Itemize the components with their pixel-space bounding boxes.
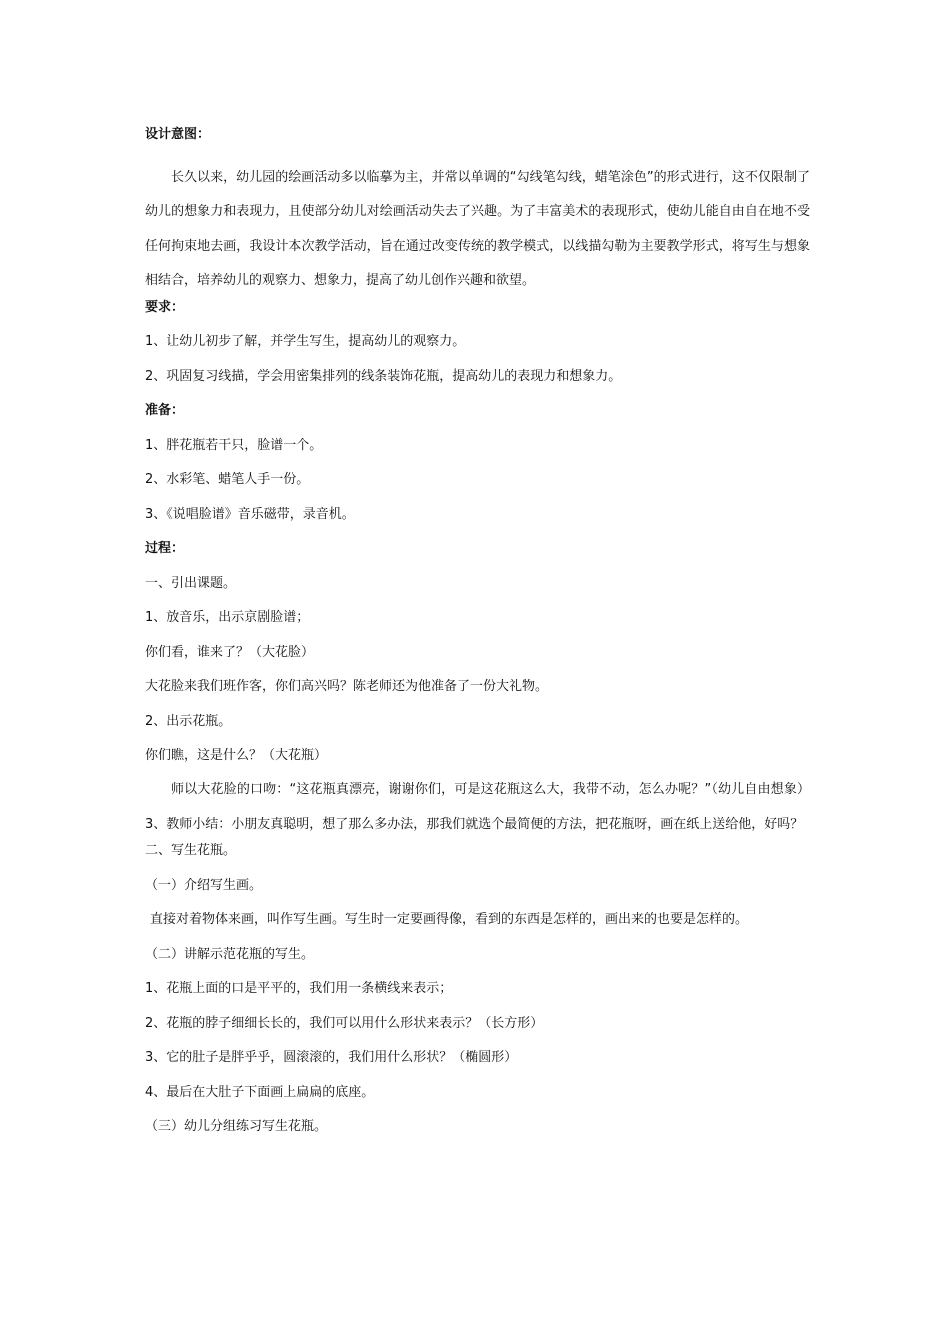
process-paragraph: 师以大花脸的口吻：“这花瓶真漂亮，谢谢你们，可是这花瓶这么大，我带不动，怎么办呢？”（幼儿自由想象）3、教师小结：小朋友真聪明，想了那么多办法，那我们就选个最简便的方法，把花瓶呀，画在纸上送给他，好吗？ — [145, 782, 810, 832]
subsection-2-title: （二）讲解示范花瓶的写生。 — [145, 946, 315, 962]
process-dialogue-2: 大花脸来我们班作客，你们高兴吗？陈老师还为他准备了一份大礼物。 — [145, 679, 549, 694]
drawing-step-4: 4、最后在大肚子下面画上扁扁的底座。 — [145, 1084, 375, 1100]
subsection-1-title: （一）介绍写生画。 — [145, 877, 263, 893]
process-section-1: 一、引出课题。 — [145, 575, 237, 591]
design-paragraph: 长久以来，幼儿园的绘画活动多以临摹为主，并常以单调的“勾线笔勾线，蜡笔涂色”的形式进行，这不仅限制了幼儿的想象力和表现力，且使部分幼儿对绘画活动失去了兴趣。为了丰富美术的表现形式，使幼儿能自由自在地不受任何拘束地去画，我设计本次教学活动，旨在通过改变传统的教学模式，以线描勾勒为主要教学形式，将写生与想象相结合，培养幼儿的观察力、想象力，提高了幼儿创作兴趣和欲望。 — [145, 169, 810, 288]
subsection-3-title: （三）幼儿分组练习写生花瓶。 — [145, 1119, 328, 1134]
requirement-item-2: 2、巩固复习线描，学会用密集排列的线条装饰花瓶，提高幼儿的表现力和想象力。 — [145, 368, 622, 384]
preparation-item-1: 1、胖花瓶若干只，脸谱一个。 — [145, 437, 323, 453]
process-dialogue-1: 你们看，谁来了？（大花脸） — [145, 644, 315, 660]
heading-preparation: 准备： — [145, 403, 185, 418]
heading-requirements: 要求： — [145, 299, 185, 315]
document-page — [145, 126, 810, 1135]
process-section-2: 二、写生花瓶。 — [145, 843, 237, 858]
requirement-item-1: 1、让幼儿初步了解，并学生写生，提高幼儿的观察力。 — [145, 334, 466, 349]
preparation-item-3: 3、《说唱脸谱》音乐磁带，录音机。 — [145, 506, 355, 522]
drawing-step-1: 1、花瓶上面的口是平平的，我们用一条横线来表示； — [145, 981, 453, 996]
process-dialogue-3: 你们瞧，这是什么？（大花瓶） — [145, 748, 328, 763]
preparation-item-2: 2、水彩笔、蜡笔人手一份。 — [145, 472, 310, 487]
process-step-1: 1、放音乐，出示京剧脸谱； — [145, 610, 310, 625]
process-step-2: 2、出示花瓶。 — [145, 713, 232, 729]
drawing-step-2: 2、花瓶的脖子细细长长的，我们可以用什么形状来表示？（长方形） — [145, 1015, 544, 1031]
heading-process: 过程： — [145, 541, 185, 556]
heading-design: 设计意图： — [145, 127, 211, 142]
subsection-1-text: 直接对着物体来画，叫作写生画。写生时一定要画得像，看到的东西是怎样的，画出来的也要是怎样的。 — [150, 912, 749, 927]
drawing-step-3: 3、它的肚子是胖乎乎，圆滚滚的，我们用什么形状？（椭圆形） — [145, 1050, 518, 1065]
